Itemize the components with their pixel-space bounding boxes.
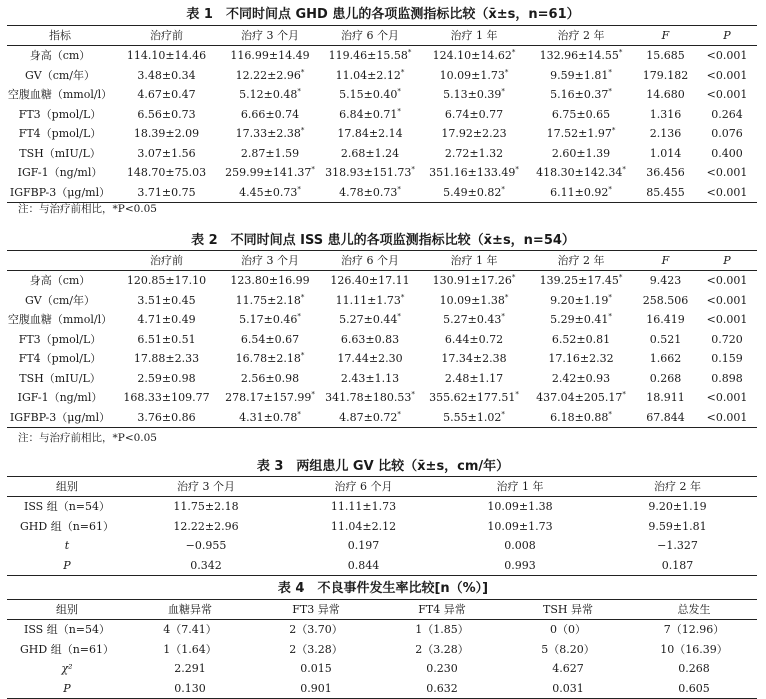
column-header: 血糖异常: [127, 600, 253, 620]
column-header: 治疗 2 年: [598, 477, 757, 497]
table-cell: 0.521: [649, 332, 682, 346]
table-cell: 36.456: [646, 166, 685, 180]
table-cell: 0.187: [598, 556, 757, 576]
row-label: GHD 组（n=61）: [20, 519, 114, 533]
row-label: ISS 组（n=54）: [23, 500, 111, 514]
row-label: FT4（pmol/L）: [18, 352, 102, 366]
table-row: [7, 66, 757, 86]
table-cell: 5.29±0.41*: [550, 312, 612, 327]
table-cell: 6.51±0.51: [137, 332, 196, 346]
table-cell: 4.87±0.72*: [320, 408, 420, 428]
table-cell: 0.844: [285, 556, 442, 576]
table-cell: 259.99±141.37*: [225, 165, 315, 180]
row-label: P: [7, 679, 127, 699]
table-cell: 16.419: [646, 313, 685, 327]
table-cell: 278.17±157.99*: [225, 390, 315, 405]
table-cell: <0.001: [706, 391, 748, 405]
table-cell: 0.632: [379, 679, 505, 699]
table-cell: 18.39±2.09: [133, 127, 200, 141]
row-label: IGFBP-3（μg/ml）: [7, 183, 113, 203]
table4: [7, 599, 757, 699]
table-cell: 6.54±0.67: [240, 332, 300, 346]
column-header: 治疗 1 年: [420, 251, 528, 271]
row-label: 空腹血糖（mmol/l）: [7, 313, 113, 327]
table-cell: 126.40±17.11: [330, 274, 410, 288]
row-label: GV（cm/年）: [24, 68, 96, 82]
table-cell: 2.72±1.32: [444, 146, 504, 160]
table-cell: 11.75±2.18*: [235, 293, 305, 307]
table-cell: 6.63±0.83: [340, 332, 400, 346]
table-cell: 5.55±1.02*: [420, 408, 528, 428]
table-cell: 18.911: [646, 391, 685, 405]
table-cell: 11.04±2.12*: [335, 68, 405, 82]
table-cell: 0.264: [711, 107, 743, 121]
column-header: P: [697, 251, 757, 271]
table-row: [7, 536, 757, 556]
table-cell: 179.182: [642, 68, 689, 82]
table-cell: 0.268: [678, 662, 710, 676]
row-label: 身高（cm）: [29, 49, 91, 63]
table-row: [7, 85, 757, 105]
table-cell: 10（16.39）: [660, 642, 728, 656]
row-label: IGFBP-3（μg/ml）: [7, 408, 113, 428]
table-cell: 17.34±2.38: [441, 352, 507, 366]
table-row: [7, 105, 757, 125]
table-cell: 6.74±0.77: [444, 107, 504, 121]
column-header: 组别: [7, 477, 127, 497]
table2-note: 注：与治疗前相比，*P<0.05: [18, 432, 157, 444]
table-cell: 355.62±177.51*: [429, 390, 519, 405]
table-cell: 2.56±0.98: [240, 371, 300, 385]
table-cell: 10.09±1.38*: [439, 293, 509, 307]
table-cell: 2.291: [174, 662, 206, 676]
table-cell: 2.59±0.98: [137, 371, 196, 385]
table-cell: 0.898: [711, 371, 743, 385]
table-cell: 3.76±0.86: [113, 408, 220, 428]
table-cell: 351.16±133.49*: [429, 165, 519, 180]
column-header: 治疗 3 个月: [220, 251, 320, 271]
row-label: ISS 组（n=54）: [23, 623, 111, 637]
column-header: 治疗 2 年: [528, 26, 634, 46]
table-cell: 6.44±0.72: [444, 332, 504, 346]
table-cell: 9.20±1.19*: [550, 293, 612, 307]
table-cell: 12.22±2.96*: [235, 68, 305, 82]
table-cell: 0.130: [127, 679, 253, 699]
table-row: [7, 271, 757, 291]
table-cell: 4.67±0.47: [137, 88, 196, 102]
table-cell: 2（3.28）: [289, 642, 343, 656]
table-row: [7, 163, 757, 183]
table-cell: 15.685: [646, 49, 685, 63]
table-cell: 17.52±1.97*: [546, 126, 616, 141]
header-row: [7, 251, 757, 271]
table-cell: 14.680: [646, 88, 685, 102]
table-cell: 0.230: [426, 662, 458, 676]
table-cell: −1.327: [657, 539, 698, 553]
table-cell: 139.25±17.45*: [539, 273, 623, 288]
column-header: FT4 异常: [379, 600, 505, 620]
row-label: IGF-1（ng/ml）: [17, 166, 103, 180]
table-cell: 2（3.70）: [289, 623, 343, 637]
header-row: [7, 26, 757, 46]
table-cell: 2.136: [649, 127, 682, 141]
table1-note: 注：与治疗前相比，*P<0.05: [18, 203, 157, 215]
table-cell: 10.09±1.38: [487, 500, 553, 514]
table-cell: 0.076: [711, 127, 743, 141]
table-cell: 11.11±1.73: [330, 500, 397, 514]
table-cell: 17.33±2.38*: [235, 126, 305, 141]
table-cell: 11.04±2.12: [330, 519, 397, 533]
table-cell: 6.84±0.71*: [339, 107, 401, 121]
table-cell: 5.12±0.48*: [239, 87, 301, 102]
table-cell: 1.662: [649, 352, 682, 366]
column-header: 治疗 3 个月: [220, 26, 320, 46]
table-cell: 341.78±180.53*: [325, 390, 415, 405]
table-cell: 7（12.96）: [663, 623, 725, 637]
table2: [7, 250, 757, 428]
column-header: 指标: [7, 26, 113, 46]
table-cell: 2.60±1.39: [551, 146, 611, 160]
table-row: [7, 310, 757, 330]
table-cell: <0.001: [706, 293, 748, 307]
table-cell: 1.014: [649, 146, 682, 160]
table-cell: 0.605: [631, 679, 757, 699]
column-header: 治疗 2 年: [528, 251, 634, 271]
table-cell: 0.197: [347, 539, 380, 553]
table1-title: 表 1 不同时间点 GHD 患儿的各项监测指标比较（x̄±s，n=61）: [186, 7, 580, 22]
table-cell: 17.92±2.23: [441, 127, 507, 141]
table-cell: 2.48±1.17: [444, 371, 504, 385]
table-row: [7, 369, 757, 389]
table-cell: 5.13±0.39*: [443, 87, 505, 102]
table-cell: 67.844: [634, 408, 697, 428]
table-cell: 5（8.20）: [541, 642, 595, 656]
column-header: 治疗 3 个月: [127, 477, 285, 497]
column-header: F: [634, 251, 697, 271]
column-header: [7, 251, 113, 271]
table-cell: 4.45±0.73*: [220, 183, 320, 203]
table-cell: 9.423: [649, 274, 682, 288]
table-cell: 17.44±2.30: [337, 352, 403, 366]
column-header: P: [697, 26, 757, 46]
table-cell: 0.901: [253, 679, 379, 699]
table-cell: <0.001: [697, 408, 757, 428]
table-cell: 0.015: [300, 662, 332, 676]
table-cell: 12.22±2.96: [173, 519, 239, 533]
table-cell: 9.20±1.19: [648, 500, 707, 514]
row-label: TSH（mIU/L）: [19, 371, 101, 385]
table-cell: <0.001: [706, 313, 748, 327]
table-row: [7, 388, 757, 408]
table-cell: 85.455: [634, 183, 697, 203]
table-cell: 6.66±0.74: [240, 107, 300, 121]
column-header: 治疗 6 个月: [320, 251, 420, 271]
table-cell: 11.11±1.73*: [335, 293, 405, 307]
table-cell: 6.75±0.65: [551, 107, 611, 121]
column-header: 治疗前: [113, 251, 220, 271]
header-row: [7, 477, 757, 497]
table4-title: 表 4 不良事件发生率比较[n（%）]: [277, 581, 489, 596]
table-cell: 258.506: [642, 293, 689, 307]
column-header: 治疗 6 个月: [320, 26, 420, 46]
table3-title: 表 3 两组患儿 GV 比较（x̄±s，cm/年）: [256, 459, 510, 474]
column-header: 治疗 1 年: [442, 477, 598, 497]
table-cell: 6.52±0.81: [551, 332, 611, 346]
table-cell: 2.87±1.59: [240, 146, 300, 160]
table-cell: 116.99±14.49: [230, 49, 310, 63]
table-cell: 148.70±75.03: [126, 166, 207, 180]
table-cell: 11.75±2.18: [173, 500, 239, 514]
table-cell: 5.16±0.37*: [550, 87, 612, 102]
table-cell: <0.001: [706, 68, 748, 82]
table-cell: <0.001: [706, 166, 748, 180]
table-cell: 4（7.41）: [163, 623, 217, 637]
table-cell: 5.27±0.44*: [339, 312, 401, 327]
table-cell: 6.18±0.88*: [528, 408, 634, 428]
header-row: [7, 600, 757, 620]
row-label: 空腹血糖（mmol/l）: [7, 88, 113, 102]
table-cell: 4.627: [552, 662, 584, 676]
table-cell: 0.400: [711, 146, 743, 160]
table-row: [7, 620, 757, 640]
table-cell: 437.04±205.17*: [536, 390, 626, 405]
table-cell: 5.27±0.43*: [443, 312, 505, 327]
row-label: TSH（mIU/L）: [19, 146, 101, 160]
row-label: 身高（cm）: [29, 274, 91, 288]
table-cell: 0.993: [442, 556, 598, 576]
table-cell: 1（1.64）: [163, 642, 217, 656]
table-cell: 9.59±1.81*: [550, 68, 612, 82]
table-cell: 0.031: [505, 679, 631, 699]
column-header: 组别: [7, 600, 127, 620]
row-label: χ²: [61, 662, 73, 676]
table-cell: 3.07±1.56: [137, 146, 196, 160]
row-label: GHD 组（n=61）: [20, 642, 114, 656]
table-cell: 0.008: [504, 539, 536, 553]
row-label: IGF-1（ng/ml）: [17, 391, 103, 405]
table-cell: 2.42±0.93: [551, 371, 611, 385]
table-row: [7, 183, 757, 203]
column-header: 治疗前: [113, 26, 220, 46]
table-cell: <0.001: [706, 49, 748, 63]
table-cell: 5.17±0.46*: [239, 312, 301, 327]
table-cell: 123.80±16.99: [230, 274, 310, 288]
table-cell: 132.96±14.55*: [539, 48, 623, 63]
table-cell: 0.720: [711, 332, 743, 346]
table-row: [7, 556, 757, 576]
row-label: P: [7, 556, 127, 576]
table-row: [7, 291, 757, 311]
table-row: [7, 349, 757, 369]
table-cell: 5.15±0.40*: [339, 87, 401, 102]
column-header: 治疗 1 年: [420, 26, 528, 46]
table-cell: 1（1.85）: [415, 623, 469, 637]
table-cell: −0.955: [185, 539, 227, 553]
table1: [7, 25, 757, 203]
table2-title: 表 2 不同时间点 ISS 患儿的各项监测指标比较（x̄±s，n=54）: [191, 233, 575, 248]
table-cell: 0.268: [649, 371, 682, 385]
table-cell: 124.10±14.62*: [432, 48, 516, 63]
table-cell: 10.09±1.73*: [439, 68, 509, 82]
table-row: [7, 330, 757, 350]
row-label: GV（cm/年）: [24, 293, 96, 307]
table-cell: 17.88±2.33: [133, 352, 200, 366]
column-header: 治疗 6 个月: [285, 477, 442, 497]
row-label: FT3（pmol/L）: [18, 332, 102, 346]
table3: [7, 476, 757, 576]
table-cell: 1.316: [649, 107, 682, 121]
table-row: [7, 46, 757, 66]
row-label: FT3（pmol/L）: [18, 107, 102, 121]
table-cell: 16.78±2.18*: [235, 351, 305, 366]
table-cell: 4.31±0.78*: [220, 408, 320, 428]
column-header: TSH 异常: [505, 600, 631, 620]
table-row: [7, 659, 757, 679]
table-cell: 2（3.28）: [415, 642, 469, 656]
table-cell: 5.49±0.82*: [420, 183, 528, 203]
table-cell: 17.84±2.14: [337, 127, 403, 141]
row-label: FT4（pmol/L）: [18, 127, 102, 141]
table-cell: 318.93±151.73*: [325, 165, 415, 180]
table-cell: <0.001: [706, 274, 748, 288]
table-cell: 119.46±15.58*: [328, 48, 412, 63]
table-cell: 0（0）: [550, 623, 586, 637]
table-cell: 10.09±1.73: [487, 519, 553, 533]
table-cell: 114.10±14.46: [126, 49, 207, 63]
table-cell: 418.30±142.34*: [536, 165, 626, 180]
table-cell: 4.78±0.73*: [320, 183, 420, 203]
table-cell: 6.11±0.92*: [528, 183, 634, 203]
table-row: [7, 679, 757, 699]
table-cell: 0.342: [127, 556, 285, 576]
table-row: [7, 124, 757, 144]
table-row: [7, 497, 757, 517]
table-row: [7, 408, 757, 428]
table-cell: 3.48±0.34: [137, 68, 196, 82]
table-cell: 6.56±0.73: [137, 107, 196, 121]
row-label: t: [64, 539, 70, 553]
table-cell: <0.001: [706, 88, 748, 102]
table-cell: 3.51±0.45: [137, 293, 196, 307]
table-row: [7, 517, 757, 537]
table-cell: 9.59±1.81: [648, 519, 707, 533]
table-cell: 120.85±17.10: [126, 274, 207, 288]
table-cell: 3.71±0.75: [113, 183, 220, 203]
table-row: [7, 640, 757, 660]
column-header: 总发生: [631, 600, 757, 620]
column-header: FT3 异常: [253, 600, 379, 620]
table-cell: 168.33±109.77: [123, 391, 210, 405]
table-cell: 0.159: [711, 352, 743, 366]
table-cell: <0.001: [697, 183, 757, 203]
table-cell: 2.43±1.13: [340, 371, 400, 385]
table-cell: 130.91±17.26*: [432, 273, 516, 288]
table-row: [7, 144, 757, 164]
table-cell: 17.16±2.32: [548, 352, 614, 366]
column-header: F: [634, 26, 697, 46]
table-cell: 4.71±0.49: [137, 313, 196, 327]
table-cell: 2.68±1.24: [340, 146, 400, 160]
